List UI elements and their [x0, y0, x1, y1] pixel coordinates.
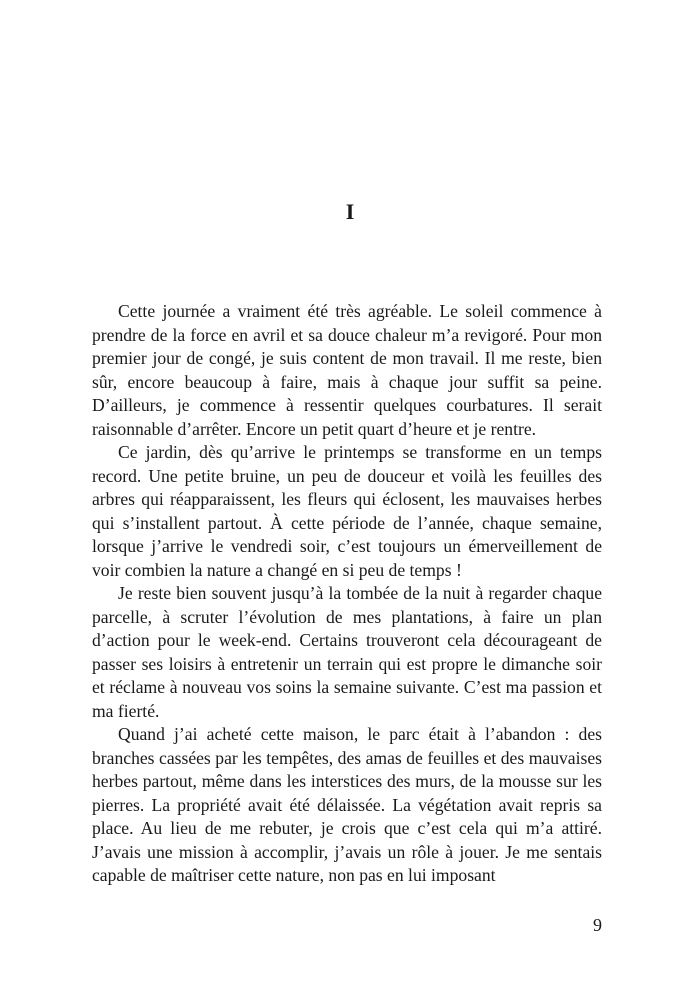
chapter-heading: I — [345, 199, 355, 224]
paragraph: Ce jardin, dès qu’arrive le printemps se transforme en un temps record. Une petite bruine, un peu de douceur et voilà les feuilles des arbres qui réapparaissent, les fleurs qui éclosent, les mauvaises herbes qui s’installent partout. À cette période de l’année, chaque semaine, lorsque j’arrive le vendredi soir, c’est toujours un émerveillement de voir combien la nature a changé en si peu de temps ! — [92, 442, 602, 580]
paragraph: Cette journée a vraiment été très agréable. Le soleil commence à prendre de la force en avril et sa douce chaleur m’a revigoré. Pour mon premier jour de congé, je suis content de mon travail. Il me reste, bien sûr, encore beaucoup à faire, mais à chaque jour suffit sa peine. D’ailleurs, je commence à ressentir quelques courbatures. Il serait raisonnable d’arrêter. Encore un petit quart d’heure et je rentre. — [92, 301, 602, 439]
paragraph: Quand j’ai acheté cette maison, le parc était à l’abandon : des branches cassées par les tempêtes, des amas de feuilles et des mauvaises herbes partout, même dans les interstices des murs, de la mousse sur les pierres. La propriété avait été délaissée. La végétation avait repris sa place. Au lieu de me rebuter, je crois que c’est cela qui m’a attiré. J’avais une mission à accomplir, j’avais un rôle à jouer. Je me sentais capable de maîtriser cette nature, non pas en lui imposant — [92, 724, 602, 885]
page-number: 9 — [593, 915, 602, 935]
paragraph: Je reste bien souvent jusqu’à la tombée de la nuit à regarder chaque parcelle, à scruter l’évolution de mes plantations, à faire un plan d’action pour le week-end. Certains trouveront cela décourageant de passer ses loisirs à entretenir un terrain qui est propre le dimanche soir et réclame à nouveau vos soins la semaine suivante. C’est ma passion et ma fierté. — [92, 583, 602, 721]
body-text — [92, 300, 602, 888]
